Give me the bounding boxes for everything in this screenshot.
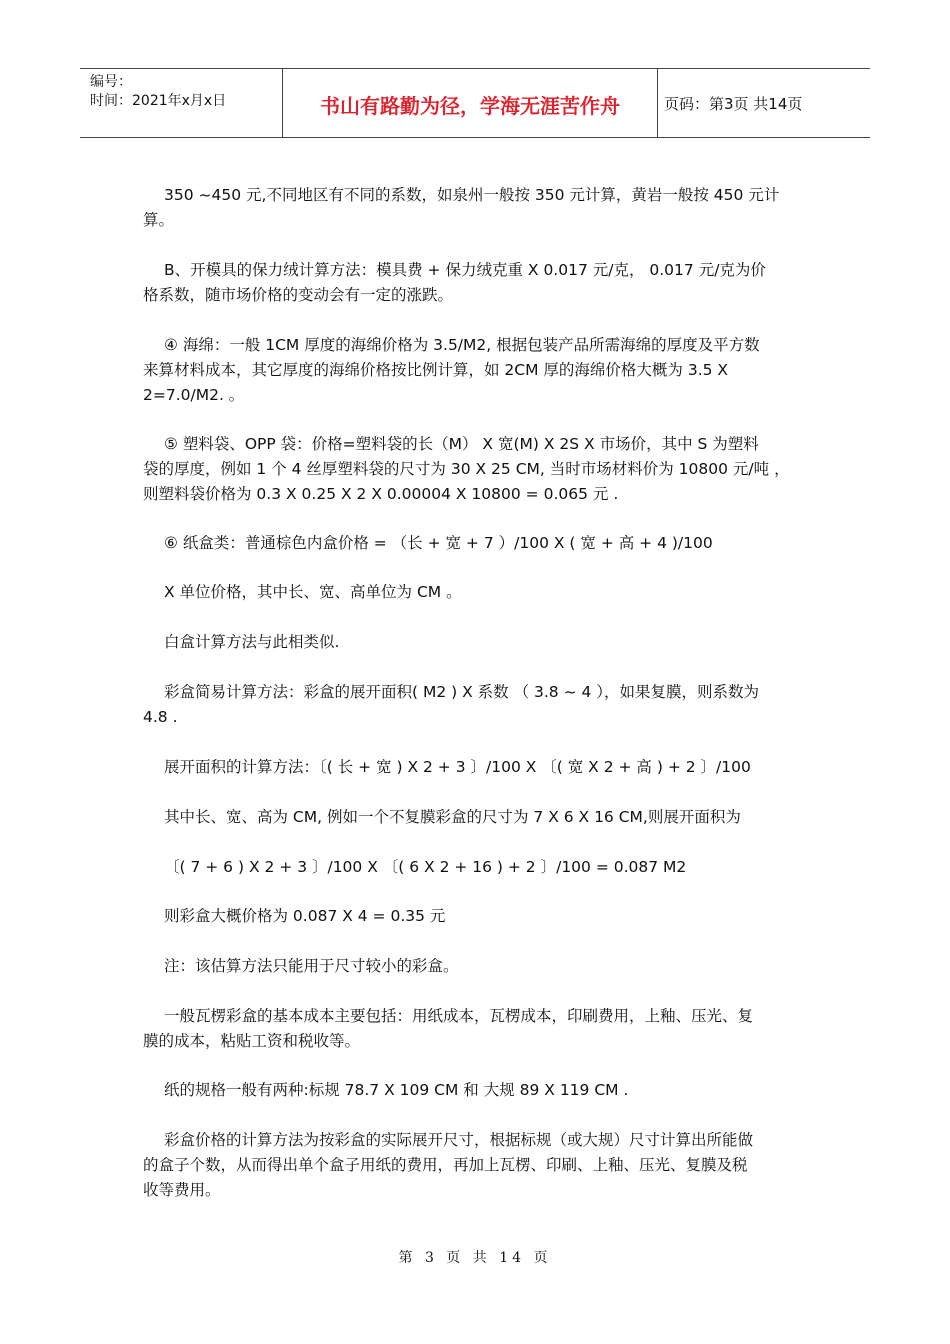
paragraph bbox=[143, 432, 813, 507]
paragraph-line: 其中长、宽、高为 CM, 例如一个不复膜彩盒的尺寸为 7 X 6 X 16 CM,则展开面积为 bbox=[164, 808, 741, 826]
paragraph bbox=[143, 904, 813, 929]
paragraph bbox=[143, 333, 813, 408]
document-date: 时间：2021年x月x日 bbox=[90, 93, 227, 109]
header-page-info: 页码：第3页 共14页 bbox=[664, 95, 803, 113]
paragraph bbox=[143, 855, 813, 880]
paragraph-line: 袋的厚度，例如 1 个 4 丝厚塑料袋的尺寸为 30 X 25 CM, 当时市场材料价为 10800 元/吨 ， bbox=[143, 460, 790, 478]
paragraph-line: 收等费用。 bbox=[143, 1181, 221, 1199]
paragraph-line: 4.8 . bbox=[143, 708, 178, 726]
paragraph-line: ⑥ 纸盒类：普通棕色内盒价格 = （长 + 宽 + 7 ）/100 X ( 宽 + 高 + 4 )/100 bbox=[164, 534, 713, 552]
page-header bbox=[80, 68, 870, 138]
page-footer: 第 3 页 共 14 页 bbox=[398, 1250, 552, 1266]
paragraph-line: 纸的规格一般有两种:标规 78.7 X 109 CM 和 大规 89 X 119 CM . bbox=[164, 1081, 629, 1099]
paragraph bbox=[143, 1004, 813, 1054]
paragraph-line: 的盒子个数，从而得出单个盒子用纸的费用，再加上瓦楞、印刷、上釉、压光、复膜及税 bbox=[143, 1156, 748, 1174]
paragraph-line: B、开模具的保力绒计算方法：模具费 + 保力绒克重 X 0.017 元/克， 0.017 元/克为价 bbox=[164, 261, 766, 279]
paragraph-line: 膜的成本，粘贴工资和税收等。 bbox=[143, 1032, 361, 1050]
paragraph bbox=[143, 1078, 813, 1103]
paragraph bbox=[143, 954, 813, 979]
paragraph-line: 〔( 7 + 6 ) X 2 + 3 〕/100 X 〔( 6 X 2 + 16 ) + 2 〕/100 = 0.087 M2 bbox=[164, 858, 687, 876]
paragraph-line: X 单位价格，其中长、宽、高单位为 CM 。 bbox=[164, 583, 462, 601]
paragraph-line: ④ 海绵：一般 1CM 厚度的海绵价格为 3.5/M2, 根据包装产品所需海绵的厚度及平方数 bbox=[164, 336, 760, 354]
paragraph-line: 格系数，随市场价格的变动会有一定的涨跌。 bbox=[143, 286, 454, 304]
paragraph-line: 350 ~450 元,不同地区有不同的系数，如泉州一般按 350 元计算，黄岩一般按 450 元计 bbox=[164, 186, 780, 204]
paragraph-line: 彩盒价格的计算方法为按彩盒的实际展开尺寸，根据标规（或大规）尺寸计算出所能做 bbox=[164, 1131, 754, 1149]
paragraph bbox=[143, 531, 813, 556]
header-motto-cell bbox=[283, 69, 658, 137]
paragraph-line: ⑤ 塑料袋、OPP 袋：价格=塑料袋的长（M） X 宽(M) X 2S X 市场价，其中 S 为塑料 bbox=[164, 435, 759, 453]
header-page-cell bbox=[658, 69, 870, 137]
paragraph-line: 白盒计算方法与此相类似. bbox=[164, 633, 340, 651]
paragraph bbox=[143, 183, 813, 233]
paragraph-line: 彩盒简易计算方法：彩盒的展开面积( M2 ) X 系数 （ 3.8 ~ 4 ），如果复膜，则系数为 bbox=[164, 683, 760, 701]
paragraph bbox=[143, 630, 813, 655]
paragraph bbox=[143, 680, 813, 730]
header-motto: 书山有路勤为径，学海无涯苦作舟 bbox=[320, 94, 620, 118]
paragraph bbox=[143, 580, 813, 605]
paragraph-line: 展开面积的计算方法：〔( 长 + 宽 ) X 2 + 3 〕/100 X 〔( 宽 X 2 + 高 ) + 2 〕/100 bbox=[164, 758, 751, 776]
paragraph-line: 2=7.0/M2. 。 bbox=[143, 386, 245, 404]
paragraph-line: 算。 bbox=[143, 211, 175, 229]
paragraph bbox=[143, 1128, 813, 1203]
paragraph bbox=[143, 258, 813, 308]
header-meta-cell bbox=[80, 69, 283, 137]
paragraph-line: 来算材料成本，其它厚度的海绵价格按比例计算，如 2CM 厚的海绵价格大概为 3.5 X bbox=[143, 361, 729, 379]
paragraph-line: 一般瓦楞彩盒的基本成本主要包括：用纸成本，瓦楞成本，印刷费用，上釉、压光、复 bbox=[164, 1007, 754, 1025]
paragraph-line: 则彩盒大概价格为 0.087 X 4 = 0.35 元 bbox=[164, 907, 446, 925]
paragraph-line: 则塑料袋价格为 0.3 X 0.25 X 2 X 0.00004 X 10800 = 0.065 元 . bbox=[143, 485, 619, 503]
paragraph bbox=[143, 805, 813, 830]
document-number-label: 编号： bbox=[90, 74, 132, 90]
paragraph bbox=[143, 755, 813, 780]
paragraph-line: 注：该估算方法只能用于尺寸较小的彩盒。 bbox=[164, 957, 459, 975]
